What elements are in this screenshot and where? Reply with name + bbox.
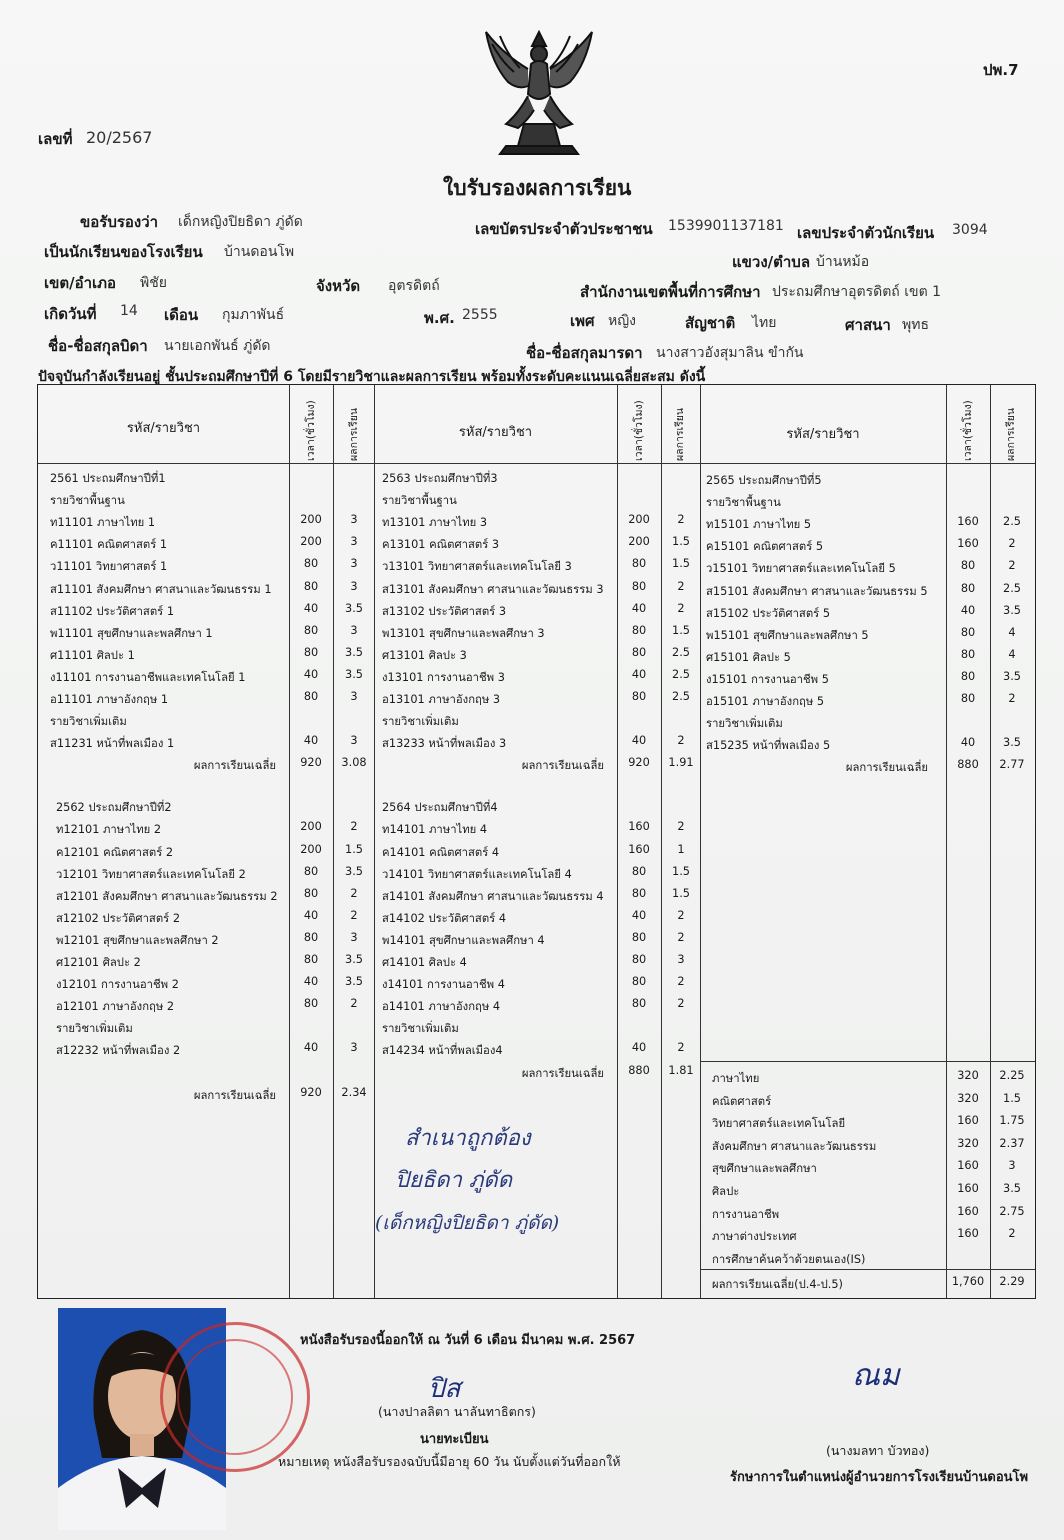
y4-row-subject: ว14101 วิทยาศาสตร์และเทคโนโลยี 4 — [382, 867, 572, 881]
y3-row-subject: 2563 ประถมศึกษาปีที่3 — [382, 472, 498, 485]
summary-grade: 3 — [1008, 1159, 1016, 1173]
id-card: 1539901137181 — [668, 218, 784, 234]
district-label: เขต/อำเภอ — [44, 274, 117, 292]
y1-row-grade: 3 — [350, 557, 358, 571]
birth-month-label: เดือน — [164, 306, 199, 324]
y1-row-grade: 3 — [350, 579, 358, 593]
y4-row-hours: 40 — [631, 908, 647, 922]
y3-row-subject: ส13101 สังคมศึกษา ศาสนาและวัฒนธรรม 3 — [382, 582, 604, 596]
document-title: ใบรับรองผลการเรียน — [443, 176, 632, 200]
y3-row-grade: 2.5 — [672, 645, 690, 659]
summary-grade: 3.5 — [1003, 1182, 1021, 1195]
y3-row-hours: 80 — [631, 645, 647, 659]
father: นายเอกพันธ์ ภู่ดัด — [164, 338, 271, 354]
y4-row-subject: ศ14101 ศิลปะ 4 — [382, 956, 467, 969]
y4-row-subject: ง14101 การงานอาชีพ 4 — [382, 978, 505, 992]
y2-row-subject: ส12101 สังคมศึกษา ศาสนาและวัฒนธรรม 2 — [56, 889, 278, 903]
summary-subject: ศิลปะ — [712, 1185, 740, 1198]
y1-row-subject: ศ11101 ศิลปะ 1 — [50, 648, 135, 662]
y5-row-subject: ง15101 การงานอาชีพ 5 — [706, 672, 829, 686]
religion: พุทธ — [902, 317, 930, 333]
y2-row-grade: 3.5 — [345, 953, 363, 966]
y1-row-hours: 80 — [303, 579, 319, 593]
y2-row-subject: ศ12101 ศิลปะ 2 — [56, 956, 141, 969]
province: อุตรดิตถ์ — [388, 278, 440, 294]
y1-row-grade: 3 — [350, 734, 358, 748]
mother: นางสาวอังสุมาลิน ขำกัน — [656, 345, 804, 361]
y4-row-hours: 160 — [628, 842, 650, 856]
y5-row-subject: ส15102 ประวัติศาสตร์ 5 — [706, 606, 831, 620]
y3-row-subject: รายวิชาเพิ่มเติม — [382, 715, 459, 729]
sex-label: เพศ — [570, 312, 595, 330]
y4-row-subject: ส14102 ประวัติศาสตร์ 4 — [382, 911, 507, 925]
y1-row-subject: ส11231 หน้าที่พลเมือง 1 — [50, 737, 175, 751]
y2-avg-hours: 920 — [300, 1085, 322, 1099]
y2-avg-grade: 2.34 — [341, 1085, 367, 1099]
y2-row-hours: 40 — [303, 908, 319, 922]
y2-row-subject: 2562 ประถมศึกษาปีที่2 — [56, 801, 172, 815]
col-subject-header-1: รหัส/รายวิชา — [126, 421, 201, 436]
y1-row-hours: 200 — [300, 513, 322, 527]
y1-avg-hours: 920 — [300, 756, 322, 770]
y2-row-subject: ท12101 ภาษาไทย 2 — [56, 823, 162, 837]
y1-row-subject: รายวิชาพื้นฐาน — [50, 494, 125, 508]
y3-row-hours: 40 — [631, 667, 647, 681]
y2-row-subject: ส12102 ประวัติศาสตร์ 2 — [56, 911, 181, 925]
summary-hours: 160 — [957, 1204, 979, 1218]
y5-row-subject: รายวิชาพื้นฐาน — [706, 496, 781, 510]
subdistrict: บ้านหม้อ — [816, 254, 870, 270]
school: บ้านดอนโพ — [224, 244, 295, 260]
y4-row-hours: 80 — [631, 864, 647, 878]
summary-hours: 160 — [957, 1114, 979, 1128]
y2-row-grade: 3 — [350, 930, 358, 944]
handwritten-line-1: สำเนาถูกต้อง — [405, 1126, 531, 1151]
y1-row-subject: อ11101 ภาษาอังกฤษ 1 — [50, 693, 169, 706]
y5-row-subject: ส15235 หน้าที่พลเมือง 5 — [706, 739, 831, 753]
y2-row-subject: ค12101 คณิตศาสตร์ 2 — [56, 845, 174, 859]
y5-avg-hours: 880 — [957, 758, 979, 772]
y3-row-grade: 2 — [677, 734, 685, 748]
summary-subject: วิทยาศาสตร์และเทคโนโลยี — [712, 1117, 846, 1131]
y5-row-hours: 80 — [960, 559, 976, 573]
y3-row-subject: ท13101 ภาษาไทย 3 — [382, 516, 488, 530]
y5-row-grade: 2.5 — [1003, 581, 1021, 595]
school-seal-stamp — [160, 1322, 310, 1472]
y1-row-hours: 80 — [303, 557, 319, 571]
y4-row-subject: พ14101 สุขศึกษาและพลศึกษา 4 — [382, 933, 545, 947]
y2-row-grade: 3 — [350, 1041, 358, 1055]
y1-row-hours: 80 — [303, 645, 319, 659]
col-grade-header-2: ผลการเรียน — [674, 407, 686, 461]
school-label: เป็นนักเรียนของโรงเรียน — [44, 243, 203, 261]
y5-row-grade: 3.5 — [1003, 736, 1021, 750]
sex: หญิง — [608, 313, 636, 329]
y5-row-subject: ท15101 ภาษาไทย 5 — [706, 518, 812, 532]
summary-subject: การศึกษาค้นคว้าด้วยตนเอง(IS) — [712, 1252, 866, 1266]
subdistrict-label: แขวง/ตำบล — [732, 253, 811, 271]
col-hours-header-3: เวลา(ชั่วโมง) — [962, 400, 974, 461]
birth-month: กุมภาพันธ์ — [222, 307, 285, 323]
y3-row-subject: รายวิชาพื้นฐาน — [382, 494, 457, 508]
y2-row-hours: 200 — [300, 842, 322, 856]
summary-hours: 320 — [957, 1069, 979, 1082]
y2-row-hours: 80 — [303, 930, 319, 944]
director-name: (นางมลทา บัวทอง) — [826, 1443, 930, 1458]
y5-row-grade: 2 — [1008, 559, 1016, 573]
y2-row-subject: พ12101 สุขศึกษาและพลศึกษา 2 — [56, 933, 219, 947]
y3-row-subject: ง13101 การงานอาชีพ 3 — [382, 670, 505, 684]
y1-row-subject: ว11101 วิทยาศาสตร์ 1 — [50, 560, 168, 574]
summary-grade: 2.75 — [999, 1204, 1025, 1218]
doc-no-label: เลขที่ — [38, 130, 73, 148]
y5-row-hours: 160 — [957, 537, 979, 551]
y1-row-hours: 40 — [303, 734, 319, 748]
y4-row-subject: 2564 ประถมศึกษาปีที่4 — [382, 801, 498, 815]
certify-label: ขอรับรองว่า — [80, 213, 159, 231]
y2-row-hours: 40 — [303, 1041, 319, 1055]
y1-row-hours: 40 — [303, 667, 319, 681]
y4-row-hours: 40 — [631, 1041, 647, 1055]
y4-row-grade: 1.5 — [672, 864, 690, 878]
y5-row-grade: 4 — [1008, 625, 1016, 639]
y4-row-subject: ท14101 ภาษาไทย 4 — [382, 823, 488, 837]
y1-row-subject: ส11102 ประวัติศาสตร์ 1 — [50, 604, 175, 618]
y3-row-grade: 1.5 — [672, 535, 690, 549]
y4-row-hours: 80 — [631, 997, 647, 1011]
y3-row-grade: 2 — [677, 579, 685, 593]
summary-grade: 1.75 — [999, 1114, 1025, 1128]
birth-year: 2555 — [462, 307, 498, 323]
y1-row-subject: รายวิชาเพิ่มเติม — [50, 715, 127, 729]
handwritten-line-2: ปิยธิดา ภู่ดัด — [395, 1168, 512, 1193]
col-subject-header-3: รหัส/รายวิชา — [786, 427, 860, 442]
summary-hours: 160 — [957, 1227, 979, 1241]
father-label: ชื่อ-ชื่อสกุลบิดา — [48, 337, 148, 355]
handwritten-line-3: (เด็กหญิงปิยธิดา ภู่ดัด) — [375, 1212, 560, 1234]
y2-row-grade: 2 — [350, 997, 358, 1011]
mother-label: ชื่อ-ชื่อสกุลมารดา — [526, 344, 643, 362]
y4-row-grade: 3 — [677, 953, 685, 966]
district: พิชัย — [140, 275, 167, 291]
doc-no: 20/2567 — [86, 128, 153, 147]
y5-row-hours: 80 — [960, 669, 976, 683]
validity-note: หมายเหตุ หนังสือรับรองฉบับนี้มีอายุ 60 วัน นับตั้งแต่วันที่ออกให้ — [278, 1454, 621, 1469]
summary-subject: คณิตศาสตร์ — [712, 1094, 772, 1108]
y4-row-hours: 80 — [631, 975, 647, 989]
y3-row-subject: ว13101 วิทยาศาสตร์และเทคโนโลยี 3 — [382, 560, 572, 574]
y1-row-subject: ง11101 การงานอาชีพและเทคโนโลยี 1 — [50, 670, 246, 684]
y1-row-hours: 40 — [303, 601, 319, 615]
y4-row-subject: ส14101 สังคมศึกษา ศาสนาและวัฒนธรรม 4 — [382, 889, 604, 903]
col-subject-header-2: รหัส/รายวิชา — [458, 425, 533, 440]
y3-row-subject: ส13102 ประวัติศาสตร์ 3 — [382, 604, 507, 618]
y4-row-hours: 80 — [631, 886, 647, 900]
y1-avg-label: ผลการเรียนเฉลี่ย — [193, 759, 276, 773]
summary-grade: 2 — [1008, 1227, 1016, 1241]
y1-row-grade: 3.5 — [345, 667, 363, 681]
y5-row-subject: อ15101 ภาษาอังกฤษ 5 — [706, 695, 825, 708]
y3-row-subject: อ13101 ภาษาอังกฤษ 3 — [382, 693, 501, 706]
summary-subject: การงานอาชีพ — [712, 1207, 780, 1221]
y5-row-hours: 80 — [960, 581, 976, 595]
y1-row-grade: 3 — [350, 535, 358, 549]
y5-row-subject: 2565 ประถมศึกษาปีที่5 — [706, 474, 822, 487]
nationality: ไทย — [752, 315, 777, 331]
y5-row-grade: 3.5 — [1003, 603, 1021, 617]
student-id-label: เลขประจำตัวนักเรียน — [797, 224, 935, 242]
y1-row-subject: 2561 ประถมศึกษาปีที่1 — [50, 472, 166, 485]
y4-row-subject: อ14101 ภาษาอังกฤษ 4 — [382, 1000, 501, 1014]
y2-row-subject: อ12101 ภาษาอังกฤษ 2 — [56, 1000, 175, 1014]
summary-hours: 160 — [957, 1182, 979, 1195]
y3-avg-label: ผลการเรียนเฉลี่ย — [521, 759, 604, 773]
y1-row-hours: 80 — [303, 623, 319, 637]
summary-subject: สังคมศึกษา ศาสนาและวัฒนธรรม — [712, 1139, 877, 1153]
y4-avg-grade: 1.81 — [668, 1063, 694, 1077]
y5-row-grade: 4 — [1008, 647, 1016, 661]
form-code: ปพ.7 — [983, 61, 1019, 79]
y4-row-grade: 2 — [677, 997, 685, 1011]
y5-avg-label: ผลการเรียนเฉลี่ย — [845, 761, 928, 775]
y4-row-grade: 2 — [677, 908, 685, 922]
religion-label: ศาสนา — [845, 316, 891, 334]
y1-row-subject: ท11101 ภาษาไทย 1 — [50, 516, 156, 530]
y3-row-hours: 200 — [628, 535, 650, 549]
summary-grade: 1.5 — [1003, 1091, 1021, 1105]
y2-row-grade: 3.5 — [345, 975, 363, 989]
y5-row-hours: 80 — [960, 692, 976, 705]
y5-row-subject: พ15101 สุขศึกษาและพลศึกษา 5 — [706, 628, 869, 642]
y4-row-grade: 1 — [677, 842, 685, 856]
y1-row-hours: 80 — [303, 690, 319, 703]
y5-row-hours: 80 — [960, 625, 976, 639]
col-hours-header-2: เวลา(ชั่วโมง) — [633, 400, 645, 461]
y1-row-grade: 3 — [350, 623, 358, 637]
y5-row-grade: 2.5 — [1003, 515, 1021, 529]
y4-row-subject: ค14101 คณิตศาสตร์ 4 — [382, 845, 500, 859]
y4-row-grade: 2 — [677, 930, 685, 944]
y2-avg-label: ผลการเรียนเฉลี่ย — [193, 1088, 276, 1102]
y3-row-hours: 80 — [631, 690, 647, 703]
summary-grade: 2.25 — [999, 1069, 1025, 1082]
y3-row-subject: ส13233 หน้าที่พลเมือง 3 — [382, 737, 507, 751]
grade-table — [37, 384, 1036, 1299]
y4-row-subject: รายวิชาเพิ่มเติม — [382, 1022, 459, 1036]
y2-row-grade: 2 — [350, 886, 358, 900]
y2-row-subject: ง12101 การงานอาชีพ 2 — [56, 978, 179, 992]
director-title: รักษาการในตำแหน่งผู้อำนวยการโรงเรียนบ้านดอนโพ — [730, 1470, 1029, 1485]
y5-row-hours: 80 — [960, 647, 976, 661]
registrar-title: นายทะเบียน — [420, 1432, 489, 1447]
y5-row-grade: 2 — [1008, 692, 1016, 705]
y4-avg-hours: 880 — [628, 1063, 650, 1077]
y3-avg-hours: 920 — [628, 756, 650, 770]
summary-total-label: ผลการเรียนเฉลี่ย(ป.4-ป.5) — [712, 1278, 843, 1291]
y3-row-grade: 2 — [677, 601, 685, 615]
summary-hours: 320 — [957, 1136, 979, 1150]
summary-total-hours: 1,760 — [951, 1275, 985, 1288]
col-grade-header-3: ผลการเรียน — [1005, 407, 1017, 461]
y2-row-hours: 80 — [303, 864, 319, 878]
y2-row-grade: 2 — [350, 908, 358, 922]
y3-row-subject: ศ13101 ศิลปะ 3 — [382, 648, 467, 662]
y1-row-subject: ค11101 คณิตศาสตร์ 1 — [50, 538, 168, 552]
y2-row-hours: 80 — [303, 886, 319, 900]
y4-row-grade: 2 — [677, 1041, 685, 1055]
y4-row-grade: 2 — [677, 820, 685, 834]
y5-row-subject: ว15101 วิทยาศาสตร์และเทคโนโลยี 5 — [706, 562, 896, 576]
y3-row-hours: 40 — [631, 601, 647, 615]
y5-row-subject: ส15101 สังคมศึกษา ศาสนาและวัฒนธรรม 5 — [706, 584, 928, 598]
y1-row-subject: ส11101 สังคมศึกษา ศาสนาและวัฒนธรรม 1 — [50, 582, 272, 596]
garuda-emblem — [478, 24, 600, 160]
y4-row-subject: ส14234 หน้าที่พลเมือง4 — [382, 1044, 503, 1058]
summary-subject: ภาษาไทย — [712, 1072, 760, 1085]
nationality-label: สัญชาติ — [685, 314, 736, 332]
summary-subject: ภาษาต่างประเทศ — [712, 1230, 797, 1244]
y3-row-grade: 2 — [677, 513, 685, 527]
registrar-signature: ปิส — [428, 1374, 461, 1404]
y3-row-grade: 2.5 — [672, 690, 690, 703]
y5-row-hours: 40 — [960, 736, 976, 750]
y4-avg-label: ผลการเรียนเฉลี่ย — [521, 1066, 604, 1080]
y5-row-hours: 40 — [960, 603, 976, 617]
status-line: ปัจจุบันกำลังเรียนอยู่ ชั้นประถมศึกษาปีที่ 6 โดยมีรายวิชาและผลการเรียน พร้อมทั้งระดับคะแนนเฉลี่ยสะสม ดังนี้ — [38, 369, 706, 385]
y3-row-hours: 80 — [631, 579, 647, 593]
y2-row-subject: รายวิชาเพิ่มเติม — [56, 1022, 133, 1036]
y1-row-hours: 200 — [300, 535, 322, 549]
y2-row-hours: 200 — [300, 820, 322, 834]
y5-row-subject: ศ15101 ศิลปะ 5 — [706, 650, 791, 664]
summary-total-grade: 2.29 — [999, 1275, 1025, 1288]
y5-row-subject: ค15101 คณิตศาสตร์ 5 — [706, 540, 824, 554]
y5-avg-grade: 2.77 — [999, 758, 1025, 772]
y2-row-hours: 80 — [303, 953, 319, 966]
y4-row-hours: 80 — [631, 930, 647, 944]
y3-row-hours: 200 — [628, 513, 650, 527]
y5-row-grade: 2 — [1008, 537, 1016, 551]
office-label: สำนักงานเขตพื้นที่การศึกษา — [580, 283, 761, 301]
col-grade-header-1: ผลการเรียน — [348, 407, 360, 461]
office: ประถมศึกษาอุตรดิตถ์ เขต 1 — [772, 284, 942, 300]
summary-hours: 320 — [957, 1091, 979, 1105]
birth-year-label: พ.ศ. — [424, 309, 455, 327]
y4-row-grade: 2 — [677, 975, 685, 989]
y5-row-grade: 3.5 — [1003, 669, 1021, 683]
y3-row-hours: 80 — [631, 557, 647, 571]
y4-row-hours: 160 — [628, 820, 650, 834]
y3-row-grade: 2.5 — [672, 667, 690, 681]
y4-row-hours: 80 — [631, 953, 647, 966]
y1-avg-grade: 3.08 — [341, 756, 367, 770]
y1-row-grade: 3.5 — [345, 645, 363, 659]
birth-day-label: เกิดวันที่ — [44, 305, 97, 323]
y4-row-grade: 1.5 — [672, 886, 690, 900]
summary-subject: สุขศึกษาและพลศึกษา — [712, 1162, 817, 1176]
student-name: เด็กหญิงปิยธิดา ภู่ดัด — [178, 214, 303, 230]
y1-row-grade: 3 — [350, 513, 358, 527]
y5-row-hours: 160 — [957, 515, 979, 529]
issued-date: หนังสือรับรองนี้ออกให้ ณ วันที่ 6 เดือน มีนาคม พ.ศ. 2567 — [300, 1333, 636, 1348]
y2-row-grade: 3.5 — [345, 864, 363, 878]
y3-row-grade: 1.5 — [672, 623, 690, 637]
y2-row-grade: 1.5 — [345, 842, 363, 856]
y3-avg-grade: 1.91 — [668, 756, 694, 770]
summary-hours: 160 — [957, 1159, 979, 1173]
y1-row-subject: พ11101 สุขศึกษาและพลศึกษา 1 — [50, 626, 213, 640]
y2-row-grade: 2 — [350, 820, 358, 834]
y2-row-subject: ส12232 หน้าที่พลเมือง 2 — [56, 1044, 181, 1058]
student-id: 3094 — [952, 222, 988, 238]
y2-row-subject: ว12101 วิทยาศาสตร์และเทคโนโลยี 2 — [56, 867, 246, 881]
summary-grade: 2.37 — [999, 1136, 1025, 1150]
y1-row-grade: 3.5 — [345, 601, 363, 615]
y3-row-subject: ค13101 คณิตศาสตร์ 3 — [382, 538, 500, 552]
y2-row-hours: 80 — [303, 997, 319, 1011]
id-card-label: เลขบัตรประจำตัวประชาชน — [475, 220, 653, 238]
birth-day: 14 — [120, 303, 138, 319]
y5-row-subject: รายวิชาเพิ่มเติม — [706, 717, 783, 731]
y3-row-grade: 1.5 — [672, 557, 690, 571]
col-hours-header-1: เวลา(ชั่วโมง) — [305, 400, 317, 461]
y3-row-hours: 80 — [631, 623, 647, 637]
director-signature: ณม — [852, 1358, 900, 1393]
province-label: จังหวัด — [316, 277, 361, 295]
registrar-name: (นางปาลลิตา นาลันทาธิตกร) — [378, 1404, 536, 1419]
y3-row-subject: พ13101 สุขศึกษาและพลศึกษา 3 — [382, 626, 545, 640]
y3-row-hours: 40 — [631, 734, 647, 748]
y1-row-grade: 3 — [350, 690, 358, 703]
y2-row-hours: 40 — [303, 975, 319, 989]
